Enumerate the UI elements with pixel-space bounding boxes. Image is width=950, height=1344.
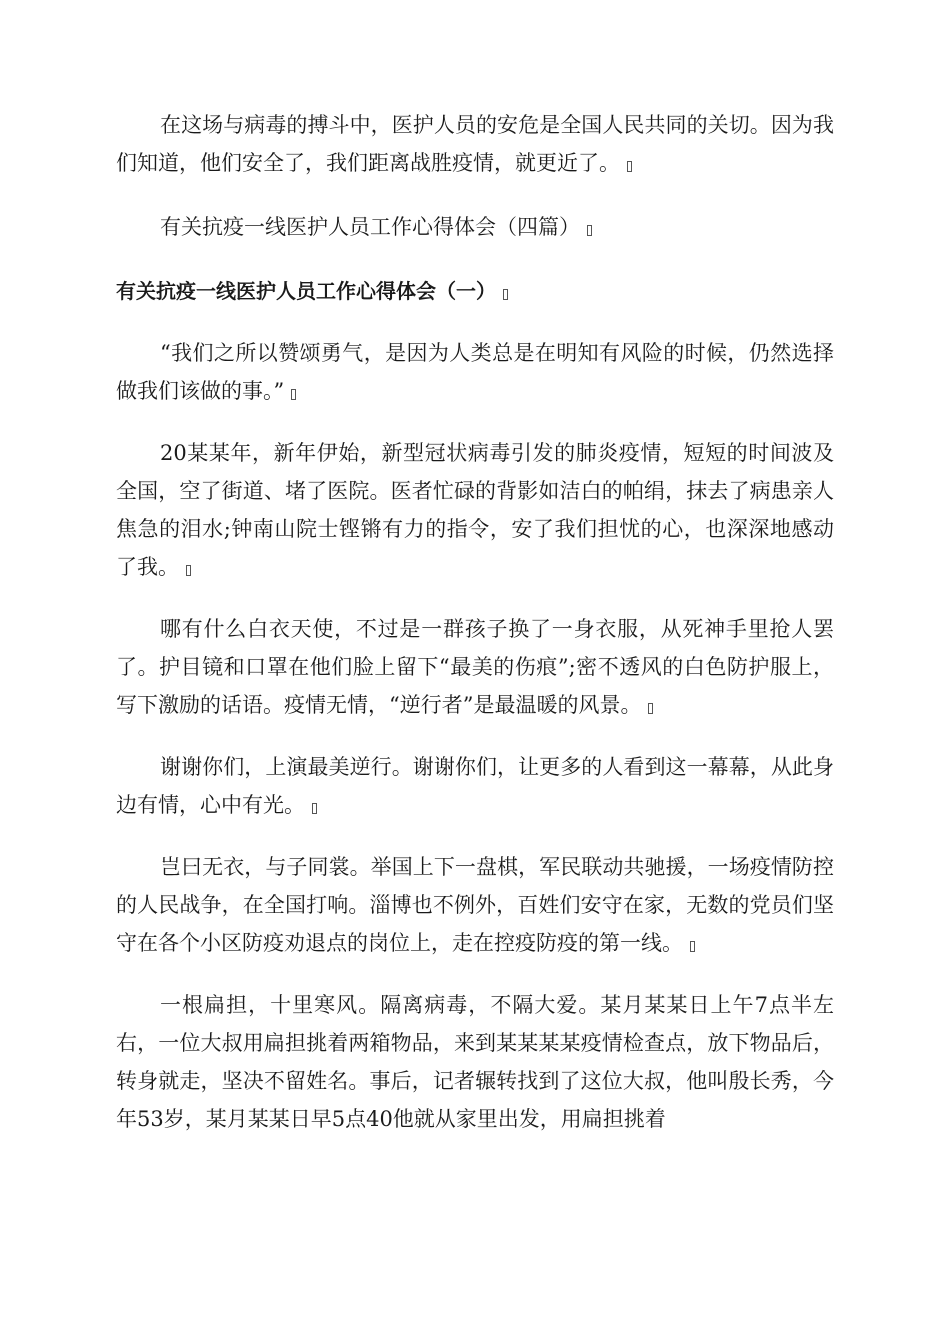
- document-body: [116, 106, 834, 1138]
- paragraph-mark-icon: [186, 565, 191, 576]
- paragraph: 20某某年，新年伊始，新型冠状病毒引发的肺炎疫情，短短的时间波及全国，空了街道、堵了医院。医者忙碌的背影如洁白的帕绢，抹去了病患亲人焦急的泪水;钟南山院士铿锵有力的指令，安了我们担忧的心，也深深地感动了我。: [116, 441, 834, 579]
- paragraph-mark-icon: [690, 941, 695, 952]
- paragraph-mark-icon: [627, 161, 632, 172]
- paragraph-mark-icon: [503, 289, 508, 300]
- paragraph-intro: 在这场与病毒的搏斗中，医护人员的安危是全国人民共同的关切。因为我们知道，他们安全了，我们距离战胜疫情，就更近了。: [116, 113, 834, 175]
- paragraph-mark-icon: [648, 703, 653, 714]
- paragraph: 一根扁担，十里寒风。隔离病毒，不隔大爱。某月某某日上午7点半左右，一位大叔用扁担挑着两箱物品，来到某某某某疫情检查点，放下物品后，转身就走，坚决不留姓名。事后，记者辗转找到了这位大叔，他叫殷长秀，今年53岁，某月某某日早5点40他就从家里出发，用扁担挑着: [116, 993, 834, 1131]
- section-heading: 有关抗疫一线医护人员工作心得体会（一）: [116, 272, 834, 310]
- paragraph: 谢谢你们，上演最美逆行。谢谢你们，让更多的人看到这一幕幕，从此身边有情，心中有光。: [116, 755, 834, 817]
- paragraph: 岂曰无衣，与子同裳。举国上下一盘棋，军民联动共驰援，一场疫情防控的人民战争，在全国打响。淄博也不例外，百姓们安守在家，无数的党员们坚守在各个小区防疫劝退点的岗位上，走在控疫防疫的第一线。: [116, 855, 834, 955]
- paragraph-mark-icon: [587, 225, 592, 236]
- paragraph-mark-icon: [312, 803, 317, 814]
- document-title: 有关抗疫一线医护人员工作心得体会（四篇）: [116, 208, 834, 246]
- paragraph: 哪有什么白衣天使，不过是一群孩子换了一身衣服，从死神手里抢人罢了。护目镜和口罩在他们脸上留下“最美的伤痕”;密不透风的白色防护服上，写下激励的话语。疫情无情，“逆行者”是最温暖的风景。: [116, 617, 834, 717]
- paragraph-quote: “我们之所以赞颂勇气，是因为人类总是在明知有风险的时候，仍然选择做我们该做的事。”: [116, 341, 834, 403]
- paragraph-mark-icon: [291, 389, 296, 400]
